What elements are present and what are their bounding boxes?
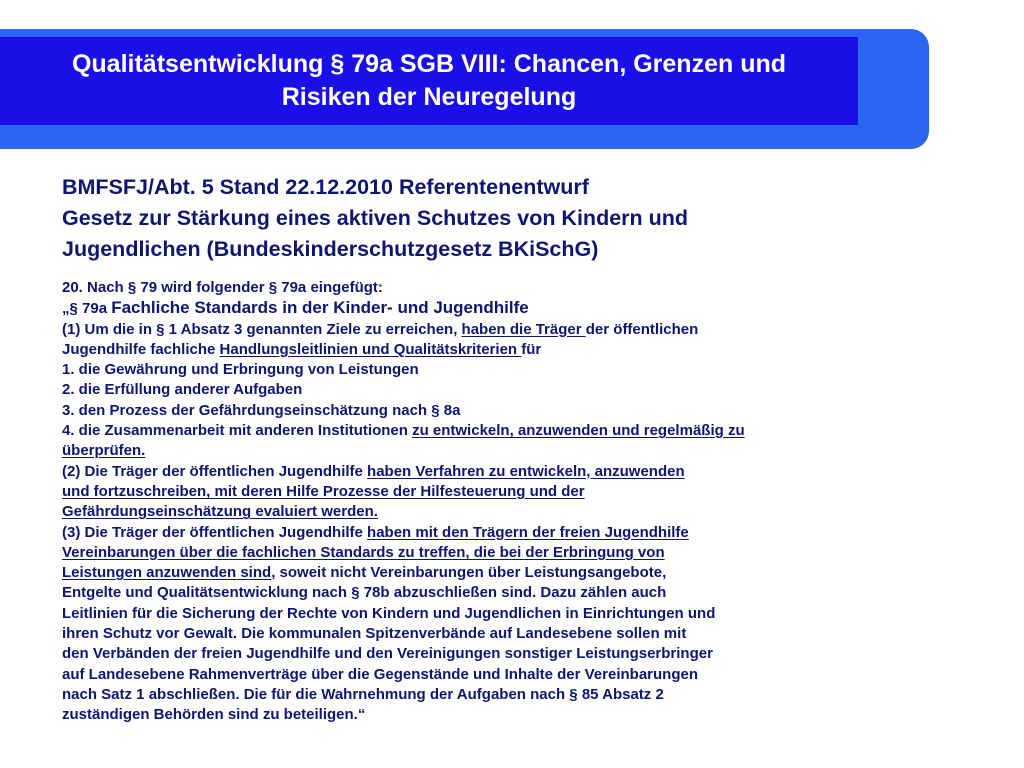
para1-line2	[62, 340, 892, 360]
subtitle-line-3: Jugendlichen (Bundeskinderschutzgesetz BKiSchG)	[62, 237, 599, 261]
para3-line10: zuständigen Behörden sind zu beteiligen.“	[62, 706, 366, 724]
section-title: Fachliche Standards in der Kinder- und Jugendhilfe	[111, 298, 529, 318]
underlined-text: Handlungsleitlinien und Qualitätskriterien	[219, 340, 522, 358]
text-span: (2) Die Träger der öffentlichen Jugendhilfe	[62, 462, 368, 480]
list-item-4	[62, 421, 892, 441]
para3-line8: auf Landesebene Rahmenverträge über die Gegenstände und Inhalte der Vereinbarungen	[62, 665, 698, 683]
list-item-4-cont	[62, 441, 892, 461]
section-number: „§ 79a	[62, 300, 112, 318]
text-span: , soweit nicht Vereinbarungen über Leistungsangebote,	[271, 564, 667, 582]
text-span: Jugendhilfe fachliche	[62, 340, 220, 358]
underlined-text: Leistungen anzuwenden sind	[62, 564, 272, 582]
text-span: der öffentlichen	[585, 320, 699, 338]
text-span: für	[521, 340, 542, 358]
underlined-text: zu entwickeln, anzuwenden und regelmäßig zu	[412, 422, 745, 440]
list-item-3: 3. den Prozess der Gefährdungseinschätzung nach § 8a	[62, 401, 461, 419]
subtitle-line-1: BMFSFJ/Abt. 5 Stand 22.12.2010 Referentenentwurf	[62, 175, 589, 199]
section-heading	[62, 298, 892, 319]
underlined-text: haben Verfahren zu entwickeln, anzuwenden	[367, 462, 685, 480]
para3-line5: Leitlinien für die Sicherung der Rechte von Kindern und Jugendlichen in Einrichtungen und	[62, 604, 716, 622]
para2-line3: Gefährdungseinschätzung evaluiert werden.	[62, 503, 378, 521]
subtitle-line-2: Gesetz zur Stärkung eines aktiven Schutzes von Kindern und	[62, 206, 689, 230]
para3-line6: ihren Schutz vor Gewalt. Die kommunalen Spitzenverbände auf Landesebene sollen mit	[62, 625, 687, 643]
para3-line7: den Verbänden der freien Jugendhilfe und den Vereinigungen sonstiger Leistungserbringer	[62, 645, 713, 663]
text-span: (3) Die Träger der öffentlichen Jugendhilfe	[62, 523, 368, 541]
para3-line3	[62, 563, 892, 583]
underlined-text: haben mit den Trägern der freien Jugendhilfe	[367, 523, 689, 541]
text-span: (1) Um die in § 1 Absatz 3 genannten Ziele zu erreichen,	[62, 320, 462, 338]
underlined-text: überprüfen.	[62, 442, 146, 460]
header-banner	[0, 37, 858, 125]
para3-line4: Entgelte und Qualitätsentwicklung nach § 78b abzuschließen sind. Dazu zählen auch	[62, 584, 667, 602]
text-span: 4. die Zusammenarbeit mit anderen Institutionen	[62, 422, 413, 440]
list-item-1: 1. die Gewährung und Erbringung von Leistungen	[62, 361, 419, 379]
document-subtitle	[62, 172, 862, 265]
para1-line1	[62, 320, 892, 340]
law-text	[62, 278, 892, 726]
page-title: Qualitätsentwicklung § 79a SGB VIII: Chancen, Grenzen und Risiken der Neuregelung	[71, 50, 787, 111]
list-item-2: 2. die Erfüllung anderer Aufgaben	[62, 381, 303, 399]
para2-line2: und fortzuschreiben, mit deren Hilfe Prozesse der Hilfesteuerung und der	[62, 482, 585, 500]
para2-line1	[62, 462, 892, 482]
intro-line: 20. Nach § 79 wird folgender § 79a eingefügt:	[62, 279, 383, 296]
underlined-text: haben die Träger	[461, 320, 586, 338]
para3-line9: nach Satz 1 abschließen. Die für die Wahrnehmung der Aufgaben nach § 85 Absatz 2	[62, 685, 664, 703]
para3-line2: Vereinbarungen über die fachlichen Standards zu treffen, die bei der Erbringung von	[62, 543, 665, 561]
para3-line1	[62, 523, 892, 543]
